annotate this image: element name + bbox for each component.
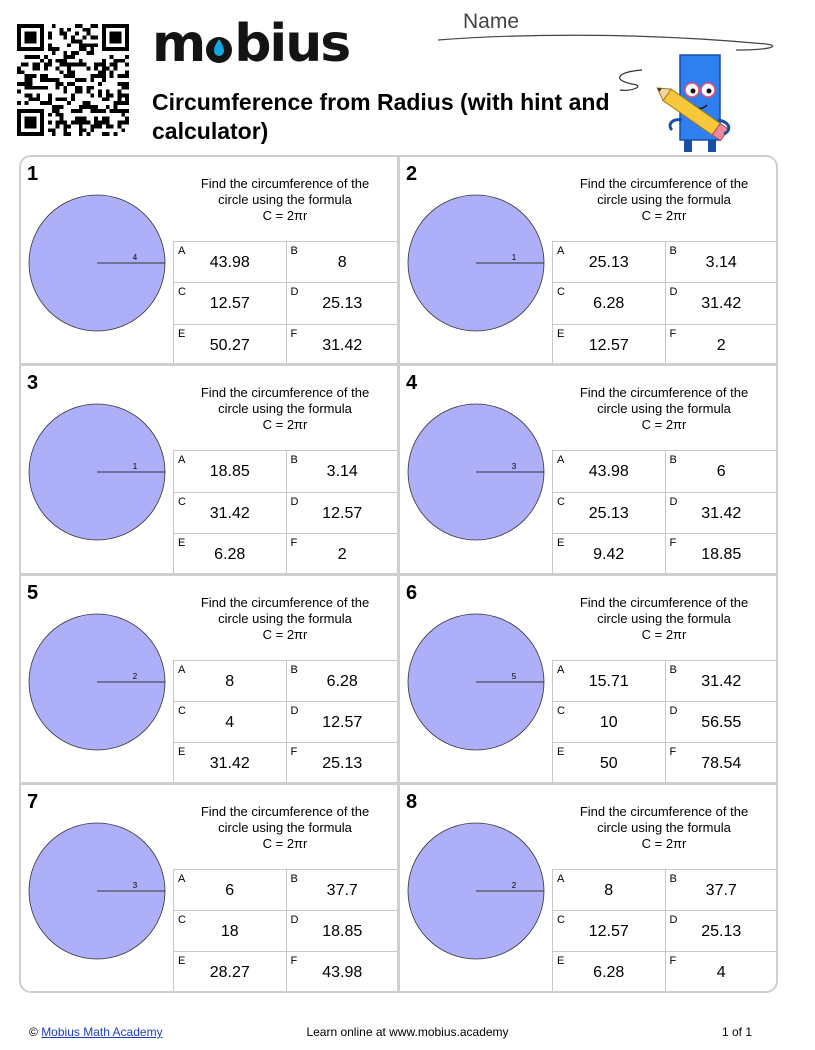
answer-option[interactable] bbox=[666, 701, 777, 742]
answer-value: 25.13 bbox=[701, 923, 742, 941]
circle-diagram bbox=[406, 193, 546, 333]
prompt-line: Find the circumference of the bbox=[579, 385, 749, 401]
answer-letter: C bbox=[178, 914, 186, 927]
answer-letter: C bbox=[557, 914, 565, 927]
answer-option[interactable] bbox=[666, 910, 777, 951]
answer-letter: F bbox=[669, 536, 677, 549]
answer-value: 31.42 bbox=[701, 672, 742, 690]
answer-option[interactable] bbox=[553, 701, 666, 742]
answer-letter: E bbox=[557, 327, 565, 340]
answer-option[interactable] bbox=[287, 910, 398, 951]
radius-label: 5 bbox=[511, 671, 517, 681]
circle-diagram bbox=[406, 612, 546, 752]
answer-value: 28.27 bbox=[209, 964, 250, 982]
answer-option[interactable] bbox=[666, 742, 777, 782]
answer-value: 4 bbox=[716, 964, 726, 982]
answer-letter: B bbox=[669, 663, 677, 676]
answer-letter: B bbox=[290, 454, 298, 467]
answer-letter: A bbox=[557, 245, 565, 257]
answer-option[interactable] bbox=[174, 282, 287, 323]
answer-option[interactable] bbox=[174, 660, 287, 701]
answer-value: 15.71 bbox=[588, 672, 629, 690]
answer-value: 6.28 bbox=[593, 964, 625, 982]
answer-grid bbox=[173, 241, 397, 363]
prompt-line: circle using the formula bbox=[218, 610, 352, 626]
problem-cell bbox=[21, 157, 397, 363]
answer-option[interactable] bbox=[666, 241, 777, 282]
answer-value: 10 bbox=[599, 713, 618, 731]
answer-value: 6 bbox=[716, 463, 726, 481]
answer-value: 43.98 bbox=[588, 463, 629, 481]
answer-value: 18.85 bbox=[701, 545, 742, 563]
answer-option[interactable] bbox=[553, 660, 666, 701]
answer-option[interactable] bbox=[553, 742, 666, 782]
problem-cell bbox=[400, 366, 776, 572]
answer-option[interactable] bbox=[553, 910, 666, 951]
answer-letter: E bbox=[557, 955, 565, 968]
answer-value: 25.13 bbox=[322, 755, 363, 773]
answer-grid bbox=[173, 869, 397, 991]
problem-number: 3 bbox=[27, 372, 39, 395]
answer-option[interactable] bbox=[553, 951, 666, 991]
answer-option[interactable] bbox=[553, 450, 666, 491]
problem-cell bbox=[21, 576, 397, 782]
answer-letter: E bbox=[557, 746, 565, 759]
answer-value: 6.28 bbox=[214, 545, 246, 563]
answer-option[interactable] bbox=[553, 282, 666, 323]
answer-letter: E bbox=[178, 327, 186, 340]
prompt-line: circle using the formula bbox=[218, 819, 352, 835]
answer-letter: C bbox=[178, 704, 186, 717]
problem-prompt bbox=[552, 385, 776, 433]
problem-cell bbox=[400, 157, 776, 363]
answer-option[interactable] bbox=[553, 492, 666, 533]
answer-option[interactable] bbox=[174, 450, 287, 491]
answer-value: 9.42 bbox=[593, 545, 625, 563]
answer-option[interactable] bbox=[666, 660, 777, 701]
prompt-line: circle using the formula bbox=[597, 610, 731, 626]
prompt-line: circle using the formula bbox=[218, 401, 352, 417]
answer-option[interactable] bbox=[666, 492, 777, 533]
answer-option[interactable] bbox=[287, 324, 398, 364]
footer-learn-online: Learn online at www.mobius.academy bbox=[306, 1025, 509, 1039]
prompt-formula: C = 2πr bbox=[641, 417, 687, 433]
answer-value: 25.13 bbox=[588, 504, 629, 522]
answer-letter: B bbox=[669, 454, 677, 467]
answer-letter: A bbox=[178, 454, 186, 467]
circle-diagram bbox=[27, 193, 167, 333]
answer-option[interactable] bbox=[666, 869, 777, 910]
problem-number: 7 bbox=[27, 790, 39, 813]
answer-value: 25.13 bbox=[322, 295, 363, 313]
answer-value: 37.7 bbox=[705, 881, 737, 899]
answer-letter: C bbox=[557, 286, 565, 299]
prompt-line: Find the circumference of the bbox=[579, 803, 749, 819]
answer-value: 43.98 bbox=[209, 254, 250, 271]
answer-value: 25.13 bbox=[588, 254, 629, 271]
prompt-line: Find the circumference of the bbox=[579, 176, 749, 191]
answer-value: 12.57 bbox=[588, 923, 629, 941]
answer-grid bbox=[552, 660, 776, 782]
answer-letter: E bbox=[178, 746, 186, 759]
answer-value: 2 bbox=[337, 545, 347, 563]
problem-prompt bbox=[552, 176, 776, 224]
answer-letter: A bbox=[178, 663, 186, 676]
answer-option[interactable] bbox=[666, 533, 777, 573]
problem-prompt bbox=[173, 595, 397, 643]
mobius-academy-link[interactable]: Mobius Math Academy bbox=[41, 1025, 163, 1039]
answer-letter: D bbox=[669, 286, 678, 299]
mobius-logo bbox=[152, 14, 350, 74]
answer-value: 3.14 bbox=[705, 254, 737, 271]
problem-prompt bbox=[173, 176, 397, 224]
prompt-formula: C = 2πr bbox=[641, 835, 687, 851]
answer-option[interactable] bbox=[287, 282, 398, 323]
problem-cell bbox=[21, 785, 397, 991]
problem-prompt bbox=[173, 804, 397, 852]
page-number: 1 of 1 bbox=[721, 1025, 752, 1039]
prompt-line: circle using the formula bbox=[597, 401, 731, 417]
prompt-line: Find the circumference of the bbox=[200, 176, 370, 191]
answer-option[interactable] bbox=[174, 492, 287, 533]
answer-letter: F bbox=[290, 327, 298, 340]
answer-option[interactable] bbox=[287, 492, 398, 533]
answer-letter: D bbox=[669, 704, 678, 717]
answer-option[interactable] bbox=[287, 533, 398, 573]
answer-option[interactable] bbox=[287, 742, 398, 782]
answer-letter: A bbox=[557, 663, 565, 676]
circle-diagram bbox=[27, 821, 167, 961]
answer-letter: A bbox=[178, 245, 186, 257]
circle-diagram bbox=[27, 612, 167, 752]
answer-option[interactable] bbox=[174, 951, 287, 991]
problem-number: 8 bbox=[406, 790, 418, 813]
answer-letter: A bbox=[557, 872, 565, 885]
answer-value: 37.7 bbox=[326, 881, 358, 899]
problem-cell bbox=[400, 785, 776, 991]
answer-letter: F bbox=[669, 955, 677, 968]
problem-cell bbox=[400, 576, 776, 782]
answer-value: 31.42 bbox=[209, 755, 250, 773]
prompt-formula: C = 2πr bbox=[262, 208, 308, 223]
answer-option[interactable] bbox=[287, 951, 398, 991]
prompt-formula: C = 2πr bbox=[262, 835, 308, 851]
radius-label: 3 bbox=[132, 880, 138, 890]
answer-letter: E bbox=[178, 536, 186, 549]
answer-letter: C bbox=[178, 495, 186, 508]
answer-option[interactable] bbox=[174, 701, 287, 742]
answer-grid bbox=[552, 241, 776, 363]
prompt-formula: C = 2πr bbox=[262, 626, 308, 642]
answer-value: 50.27 bbox=[209, 336, 250, 354]
answer-option[interactable] bbox=[666, 951, 777, 991]
answer-option[interactable] bbox=[174, 869, 287, 910]
answer-grid bbox=[552, 450, 776, 572]
answer-letter: E bbox=[178, 955, 186, 968]
problem-prompt bbox=[552, 804, 776, 852]
qr-code bbox=[17, 24, 129, 136]
answer-letter: A bbox=[178, 872, 186, 885]
answer-value: 8 bbox=[604, 881, 614, 899]
answer-letter: D bbox=[290, 704, 299, 717]
copyright-symbol: © bbox=[29, 1025, 38, 1039]
circle-diagram bbox=[27, 402, 167, 542]
answer-letter: B bbox=[669, 245, 677, 257]
answer-letter: F bbox=[290, 536, 298, 549]
answer-letter: C bbox=[557, 495, 565, 508]
answer-letter: C bbox=[178, 286, 186, 299]
answer-value: 6 bbox=[225, 881, 235, 899]
problem-cell bbox=[21, 366, 397, 572]
problem-prompt bbox=[173, 385, 397, 433]
answer-letter: F bbox=[669, 327, 677, 340]
answer-letter: D bbox=[669, 495, 678, 508]
answer-value: 18 bbox=[220, 923, 239, 941]
answer-letter: D bbox=[290, 495, 299, 508]
answer-letter: C bbox=[557, 704, 565, 717]
pencil-mascot-icon bbox=[612, 50, 747, 158]
answer-option[interactable] bbox=[666, 450, 777, 491]
answer-option[interactable] bbox=[287, 241, 398, 282]
answer-option[interactable] bbox=[174, 324, 287, 364]
radius-label: 2 bbox=[511, 880, 517, 890]
radius-label: 4 bbox=[132, 253, 138, 262]
answer-value: 8 bbox=[337, 254, 347, 271]
answer-letter: B bbox=[290, 663, 298, 676]
prompt-line: circle using the formula bbox=[597, 192, 731, 207]
answer-option[interactable] bbox=[553, 241, 666, 282]
answer-letter: A bbox=[557, 454, 565, 467]
answer-value: 6.28 bbox=[326, 672, 358, 690]
prompt-formula: C = 2πr bbox=[262, 417, 308, 433]
radius-label: 1 bbox=[132, 462, 138, 472]
prompt-formula: C = 2πr bbox=[641, 626, 687, 642]
answer-option[interactable] bbox=[553, 869, 666, 910]
prompt-line: Find the circumference of the bbox=[579, 594, 749, 610]
answer-letter: F bbox=[290, 955, 298, 968]
answer-value: 56.55 bbox=[701, 713, 742, 731]
radius-label: 2 bbox=[132, 671, 138, 681]
answer-option[interactable] bbox=[666, 324, 777, 364]
answer-option[interactable] bbox=[287, 450, 398, 491]
name-label: Name bbox=[463, 10, 520, 33]
answer-value: 8 bbox=[225, 672, 235, 690]
problem-prompt bbox=[552, 595, 776, 643]
answer-option[interactable] bbox=[287, 869, 398, 910]
answer-value: 2 bbox=[716, 336, 726, 354]
answer-letter: B bbox=[290, 245, 298, 257]
answer-letter: D bbox=[290, 914, 299, 927]
answer-grid bbox=[173, 660, 397, 782]
circle-diagram bbox=[406, 402, 546, 542]
answer-option[interactable] bbox=[174, 910, 287, 951]
prompt-formula: C = 2πr bbox=[641, 208, 687, 223]
answer-option[interactable] bbox=[553, 324, 666, 364]
problem-grid bbox=[19, 155, 778, 993]
problem-number: 4 bbox=[406, 372, 418, 395]
prompt-line: Find the circumference of the bbox=[200, 594, 370, 610]
answer-value: 50 bbox=[599, 755, 618, 773]
answer-value: 18.85 bbox=[322, 923, 363, 941]
problem-number: 5 bbox=[27, 581, 39, 604]
answer-value: 3.14 bbox=[326, 463, 358, 481]
answer-grid bbox=[552, 869, 776, 991]
logo-suffix: bius bbox=[234, 14, 350, 74]
answer-value: 31.42 bbox=[209, 504, 250, 522]
answer-option[interactable] bbox=[287, 701, 398, 742]
answer-value: 43.98 bbox=[322, 964, 363, 982]
prompt-line: circle using the formula bbox=[597, 819, 731, 835]
logo-prefix: m bbox=[152, 14, 205, 74]
answer-letter: F bbox=[669, 746, 677, 759]
water-drop-icon bbox=[204, 18, 234, 70]
answer-option[interactable] bbox=[553, 533, 666, 573]
answer-option[interactable] bbox=[174, 533, 287, 573]
answer-grid bbox=[173, 450, 397, 572]
problem-number: 1 bbox=[27, 163, 39, 185]
answer-letter: D bbox=[669, 914, 678, 927]
answer-value: 31.42 bbox=[701, 504, 742, 522]
answer-value: 18.85 bbox=[209, 463, 250, 481]
problem-number: 2 bbox=[406, 163, 418, 185]
circle-diagram bbox=[406, 821, 546, 961]
answer-value: 78.54 bbox=[701, 755, 742, 773]
answer-letter: F bbox=[290, 746, 298, 759]
answer-letter: D bbox=[290, 286, 299, 299]
answer-option[interactable] bbox=[666, 282, 777, 323]
answer-option[interactable] bbox=[174, 241, 287, 282]
answer-value: 12.57 bbox=[322, 504, 363, 522]
answer-value: 12.57 bbox=[209, 295, 250, 313]
answer-value: 31.42 bbox=[322, 336, 363, 354]
radius-label: 3 bbox=[511, 462, 517, 472]
answer-value: 31.42 bbox=[701, 295, 742, 313]
answer-letter: B bbox=[290, 872, 298, 885]
answer-value: 6.28 bbox=[593, 295, 625, 313]
worksheet-title: Circumference from Radius (with hint and calculator) bbox=[152, 89, 610, 144]
prompt-line: circle using the formula bbox=[218, 192, 352, 207]
answer-value: 12.57 bbox=[322, 713, 363, 731]
answer-option[interactable] bbox=[287, 660, 398, 701]
answer-value: 4 bbox=[225, 713, 235, 731]
prompt-line: Find the circumference of the bbox=[200, 385, 370, 401]
answer-value: 12.57 bbox=[588, 336, 629, 354]
prompt-line: Find the circumference of the bbox=[200, 803, 370, 819]
answer-letter: B bbox=[669, 872, 677, 885]
problem-number: 6 bbox=[406, 581, 418, 604]
radius-label: 1 bbox=[511, 253, 517, 262]
answer-option[interactable] bbox=[174, 742, 287, 782]
answer-letter: E bbox=[557, 536, 565, 549]
